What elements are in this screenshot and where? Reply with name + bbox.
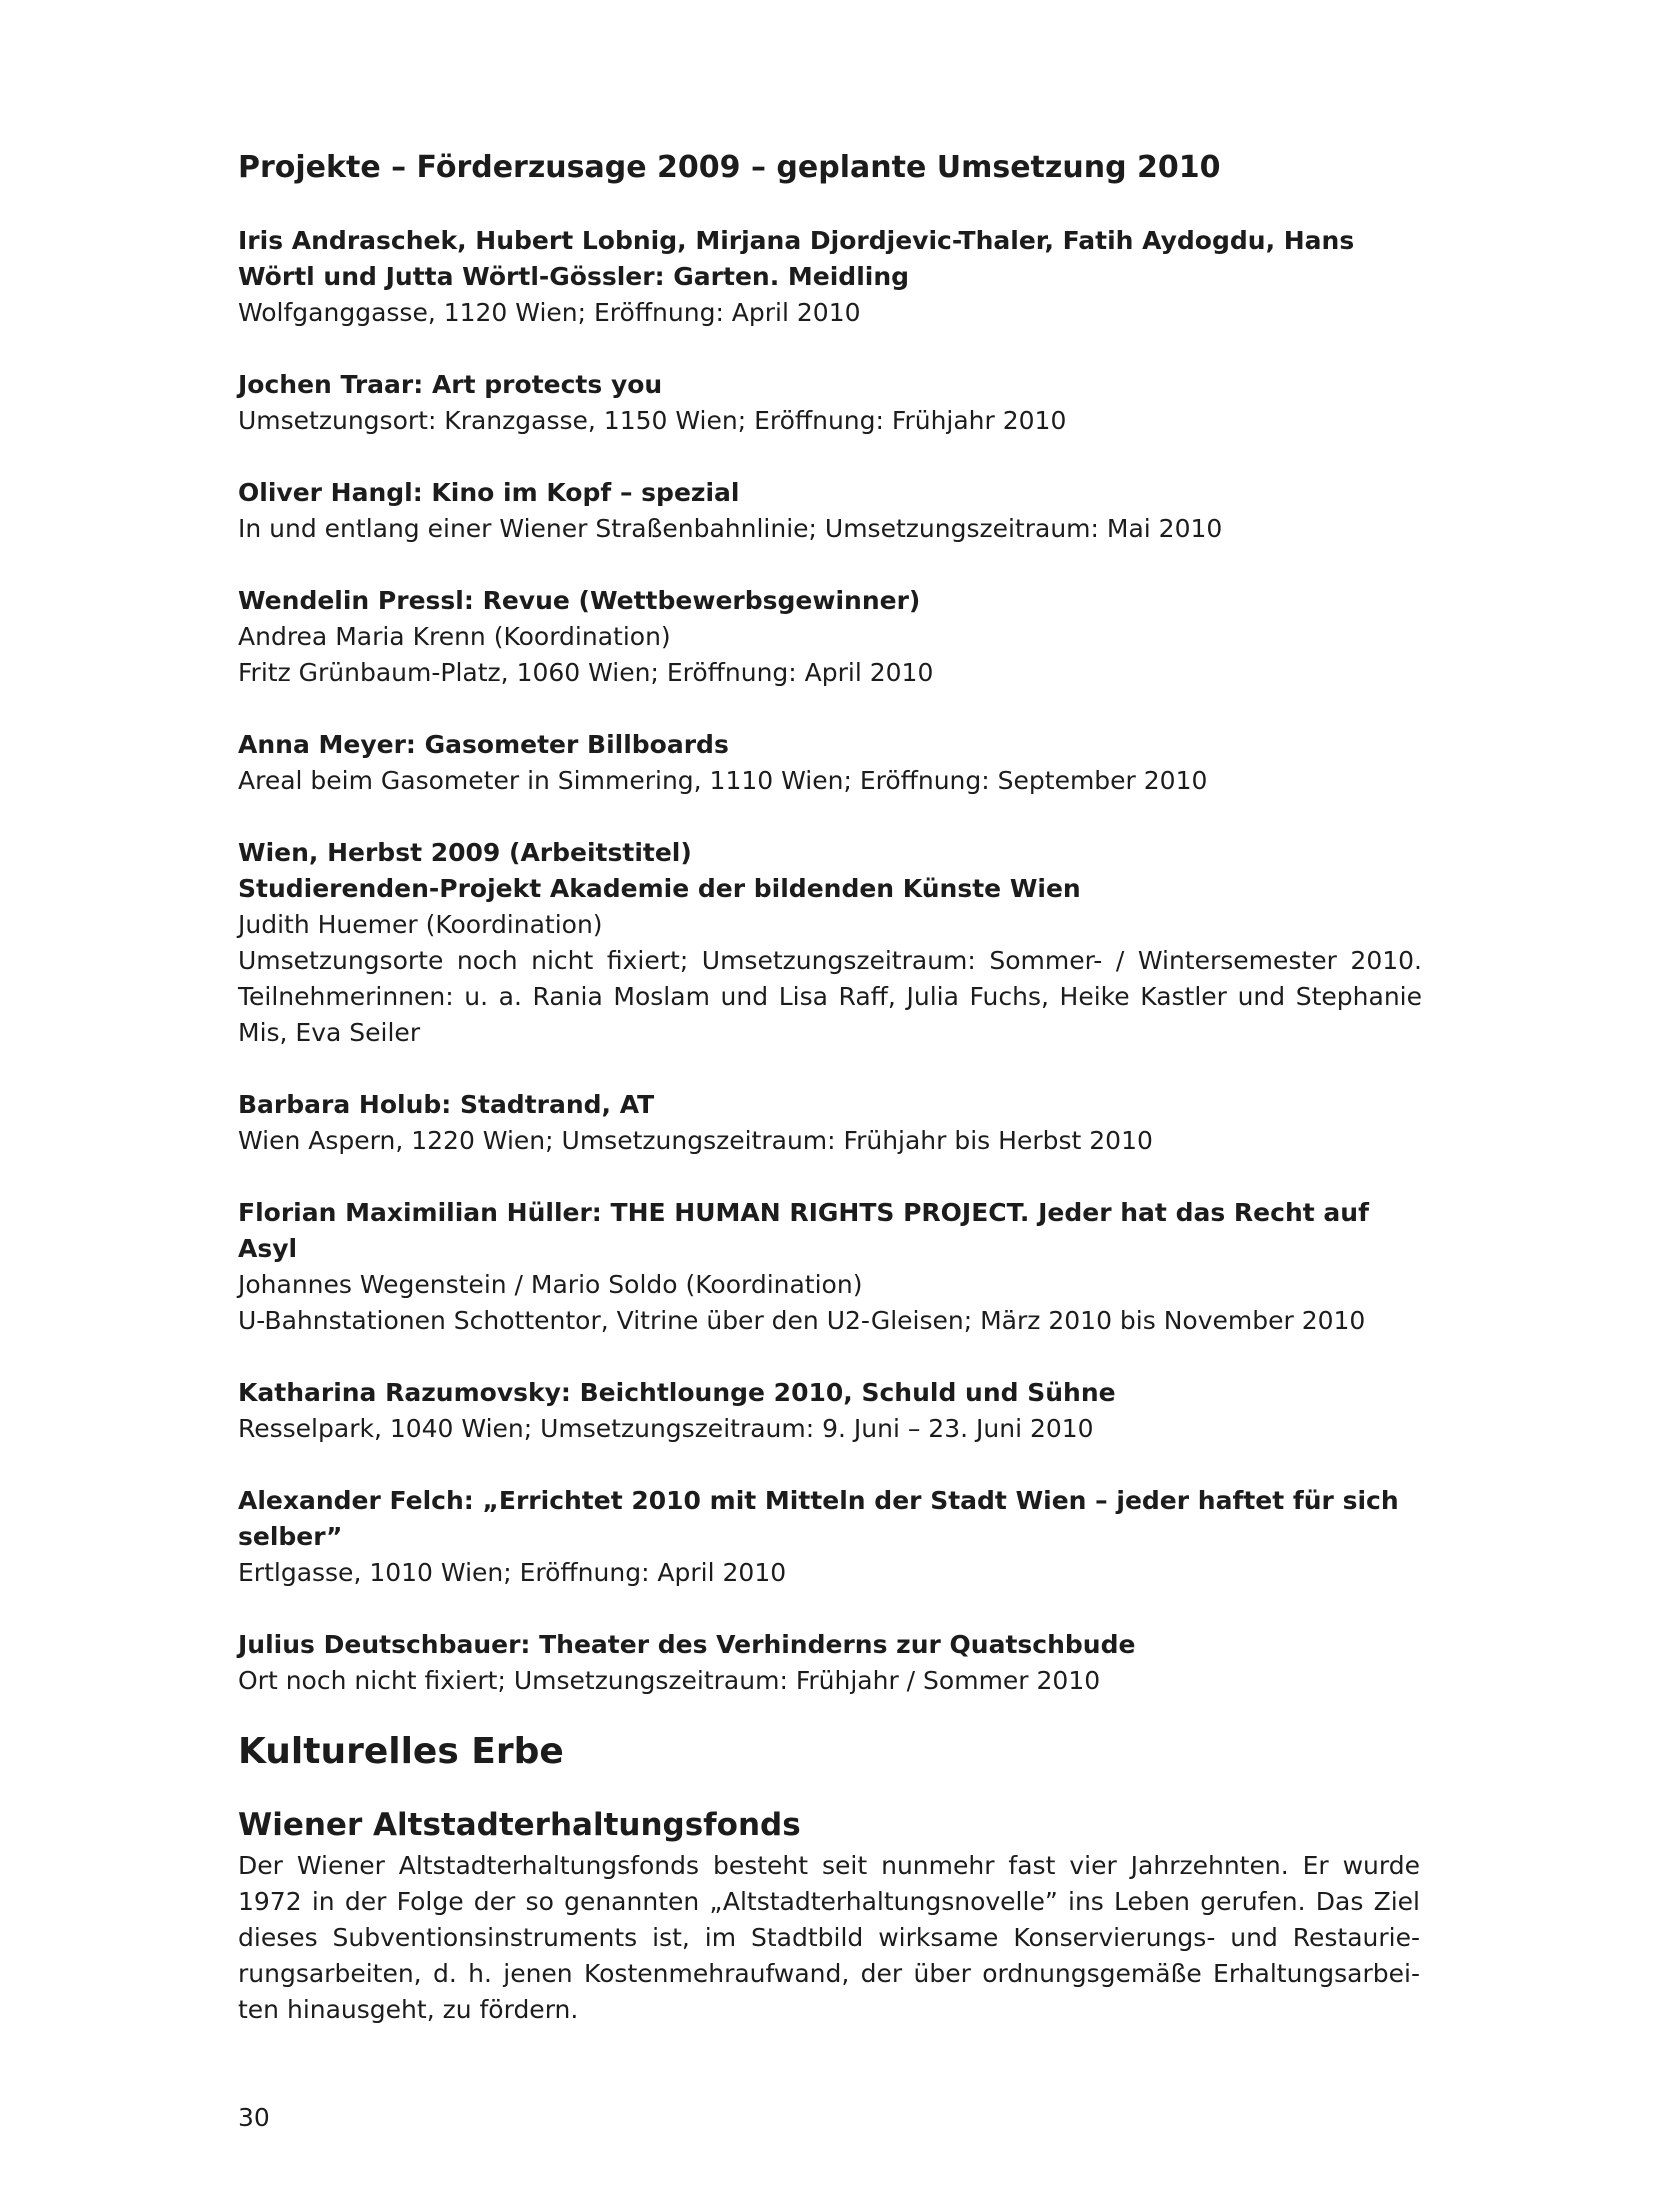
project-detail: Umsetzungsort: Kranzgasse, 1150 Wien; Eröffnung: Frühjahr 2010 (238, 406, 1067, 435)
project-list (238, 223, 1422, 1735)
project-entry (238, 1375, 1422, 1447)
project-detail: Fritz Grünbaum-Platz, 1060 Wien; Eröffnung: April 2010 (238, 658, 934, 687)
project-title: Oliver Hangl: Kino im Kopf – spezial (238, 478, 740, 507)
project-title: Iris Andraschek, Hubert Lobnig, Mirjana Djordjevic-Thaler, Fatih Aydogdu, Hans Wörtl und Jutta Wörtl-Gössler: Garten. Meidling (238, 226, 1355, 291)
project-title: Florian Maximilian Hüller: THE HUMAN RIGHTS PROJECT. Jeder hat das Recht auf Asyl (238, 1198, 1369, 1263)
project-entry (238, 1087, 1422, 1159)
project-entry (238, 583, 1422, 691)
project-detail: U-Bahnstationen Schottentor, Vitrine über den U2-Gleisen; März 2010 bis November 2010 (238, 1306, 1366, 1335)
project-detail: Ort noch nicht fixiert; Umsetzungszeitraum: Frühjahr / Sommer 2010 (238, 1666, 1101, 1695)
section-subheading: Wiener Altstadterhaltungsfonds (238, 1807, 801, 1843)
project-title: Alexander Felch: „Errichtet 2010 mit Mitteln der Stadt Wien – jeder haftet für sich selber” (238, 1486, 1399, 1551)
project-entry (238, 1627, 1422, 1699)
project-subtitle: Studierenden-Projekt Akademie der bildenden Künste Wien (238, 874, 1081, 903)
page-number: 30 (238, 2103, 270, 2132)
project-title: Jochen Traar: Art protects you (238, 370, 663, 399)
project-title: Wendelin Pressl: Revue (Wettbewerbsgewinner) (238, 586, 921, 615)
project-entry (238, 367, 1422, 439)
project-title: Julius Deutschbauer: Theater des Verhinderns zur Quatschbude (238, 1630, 1136, 1659)
project-detail-paragraph: Umsetzungsorte noch nicht fixiert; Umsetzungszeitraum: Sommer- / Wintersemester 2010. Teilnehmerinnen: u. a. Rania Moslam und Lisa Raff, Julia Fuchs, Heike Kastler und Stephanie Mis, Eva Seiler (238, 946, 1422, 1047)
project-entry (238, 223, 1422, 331)
project-detail: Resselpark, 1040 Wien; Umsetzungszeitraum: 9. Juni – 23. Juni 2010 (238, 1414, 1094, 1443)
project-detail: Areal beim Gasometer in Simmering, 1110 Wien; Eröffnung: September 2010 (238, 766, 1208, 795)
project-title: Wien, Herbst 2009 (Arbeitstitel) (238, 838, 692, 867)
section-heading: Kulturelles Erbe (238, 1731, 564, 1772)
project-entry (238, 1483, 1422, 1591)
project-detail: Judith Huemer (Koordination) (238, 910, 603, 939)
section-paragraph: Der Wiener Altstadterhaltungsfonds besteht seit nunmehr fast vier Jahrzehnten. Er wurde 1972 in der Folge der so genannten „Altstadterhaltungsnovelle” ins Leben gerufen. Das Ziel dieses Subventionsinstruments ist, im Stadtbild wirksame Konservierungs- und Restaurierungsarbeiten, d. h. jenen Kostenmehraufwand, der über ordnungsgemäße Erhaltungsarbeiten hinausgeht, zu fördern. (238, 1851, 1420, 2024)
project-detail: Johannes Wegenstein / Mario Soldo (Koordination) (238, 1270, 863, 1299)
project-entry (238, 835, 1422, 1051)
project-entry (238, 1195, 1422, 1339)
project-detail: In und entlang einer Wiener Straßenbahnlinie; Umsetzungszeitraum: Mai 2010 (238, 514, 1223, 543)
project-detail: Ertlgasse, 1010 Wien; Eröffnung: April 2010 (238, 1558, 787, 1587)
project-detail: Wolfganggasse, 1120 Wien; Eröffnung: April 2010 (238, 298, 861, 327)
page-heading: Projekte – Förderzusage 2009 – geplante Umsetzung 2010 (238, 150, 1221, 185)
project-detail: Wien Aspern, 1220 Wien; Umsetzungszeitraum: Frühjahr bis Herbst 2010 (238, 1126, 1153, 1155)
project-detail: Andrea Maria Krenn (Koordination) (238, 622, 671, 651)
project-entry (238, 727, 1422, 799)
project-title: Anna Meyer: Gasometer Billboards (238, 730, 729, 759)
project-entry (238, 475, 1422, 547)
project-title: Katharina Razumovsky: Beichtlounge 2010, Schuld und Sühne (238, 1378, 1116, 1407)
project-title: Barbara Holub: Stadtrand, AT (238, 1090, 655, 1119)
